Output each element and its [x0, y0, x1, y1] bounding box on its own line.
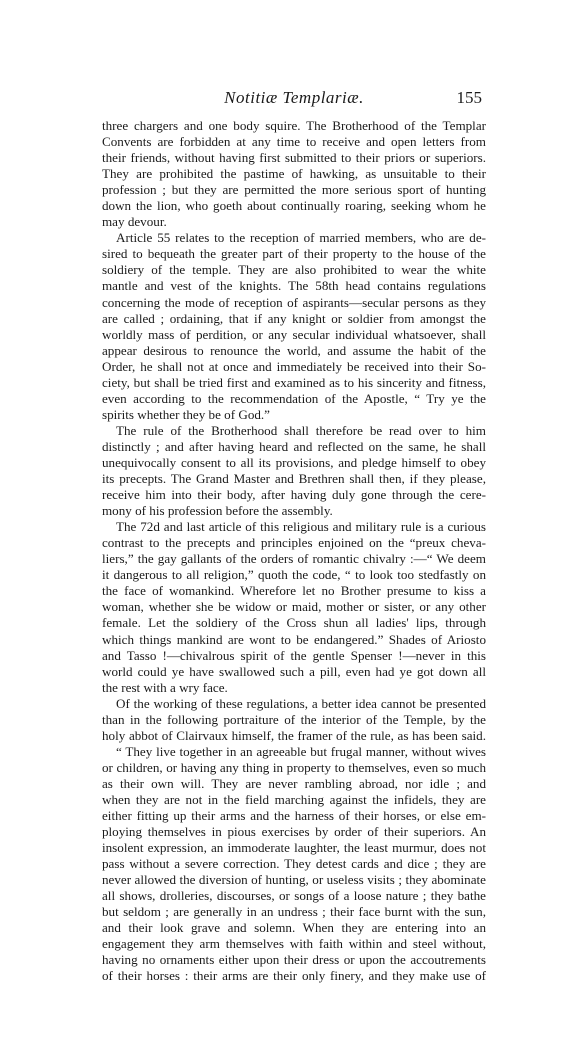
- text-line: and Tasso !—chivalrous spirit of the gentle Spenser !—never in this: [102, 647, 486, 663]
- text-line: holy abbot of Clairvaux himself, the framer of the rule, as has been said.: [102, 727, 486, 743]
- text-line: of their horses : their arms are their only finery, and they make use of: [102, 968, 486, 984]
- text-line: never allowed the diversion of hunting, or useless visits ; they abominate: [102, 872, 486, 888]
- text-line: the face of womankind. Wherefore let no Brother presume to kiss a: [102, 583, 486, 599]
- running-title: Notitiæ Templariæ.: [224, 88, 364, 107]
- text-line: Order, he shall not at once and immediately be received into their So-: [102, 358, 486, 374]
- text-line: even according to the recommendation of the Apostle, “ Try ye the: [102, 390, 486, 406]
- text-line: sired to bequeath the greater part of their property to the house of the: [102, 246, 486, 262]
- text-line: and their look grave and solemn. When they are entering into an: [102, 920, 486, 936]
- text-line: They are prohibited the pastime of hawking, as unsuitable to their: [102, 166, 486, 182]
- text-line: engagement they arm themselves with faith within and steel without,: [102, 936, 486, 952]
- text-line: mantle and vest of the knights. The 58th head contains regulations: [102, 278, 486, 294]
- text-line: female. Let the soldiery of the Cross shun all ladies' lips, through: [102, 615, 486, 631]
- text-line: than in the following portraiture of the interior of the Temple, by the: [102, 711, 486, 727]
- body-text: [102, 118, 486, 985]
- text-line: Of the working of these regulations, a better idea cannot be presented: [116, 695, 486, 711]
- text-line: concerning the mode of reception of aspirants—secular persons as they: [102, 294, 486, 310]
- text-line: contrast to the precepts and principles enjoined on the “preux cheva-: [102, 535, 486, 551]
- text-line: distinctly ; and after having heard and reflected on the same, he shall: [102, 438, 486, 454]
- text-line: which things mankind are wont to be endangered.” Shades of Ariosto: [102, 631, 486, 647]
- page-number: 155: [456, 88, 482, 107]
- text-line: soldiery of the temple. They are also prohibited to wear the white: [102, 262, 486, 278]
- running-head: [0, 88, 588, 110]
- text-line: receive him into their body, after having duly gone through the cere-: [102, 487, 486, 503]
- text-line: down the lion, who goeth about continually roaring, seeking whom he: [102, 198, 486, 214]
- text-line: are called ; ordaining, that if any knight or soldier from amongst the: [102, 310, 486, 326]
- text-line: “ They live together in an agreeable but frugal manner, without wives: [116, 743, 486, 759]
- text-line: its precepts. The Grand Master and Brethren shall then, if they please,: [102, 471, 486, 487]
- text-line: woman, whether she be widow or maid, mother or sister, or any other: [102, 599, 486, 615]
- text-line: unequivocally consent to all its provisions, and pledge himself to obey: [102, 454, 486, 470]
- text-line: spirits whether they be of God.”: [102, 406, 270, 422]
- text-line: having no ornaments either upon their dress or upon the accoutrements: [102, 952, 486, 968]
- text-line: as their own will. They are never rambling abroad, nor idle ; and: [102, 775, 486, 791]
- text-line: profession ; but they are permitted the more serious sport of hunting: [102, 182, 486, 198]
- text-line: the rest with a wry face.: [102, 679, 228, 695]
- text-line: it dangerous to all religion,” quoth the code, “ to look too stedfastly on: [102, 567, 486, 583]
- text-line: all shows, drolleries, discourses, or songs of a loose nature ; they bathe: [102, 888, 486, 904]
- text-line: but seldom ; are generally in an undress ; their face burnt with the sun,: [102, 904, 486, 920]
- text-line: mony of his profession before the assembly.: [102, 503, 333, 519]
- text-line: when they are not in the field marching against the infidels, they are: [102, 791, 486, 807]
- text-line: Article 55 relates to the reception of married members, who are de-: [116, 230, 486, 246]
- text-line: or children, or having any thing in property to themselves, even so much: [102, 759, 486, 775]
- text-line: either fitting up their arms and the harness of their horses, or else em-: [102, 808, 486, 824]
- text-line: pass without a severe correction. They detest cards and dice ; they are: [102, 856, 486, 872]
- text-line: liers,” the gay gallants of the orders of romantic chivalry :—“ We deem: [102, 551, 486, 567]
- text-line: ciety, but shall be tried first and examined as to his sincerity and fitness,: [102, 374, 486, 390]
- text-line: world could ye have swallowed such a pill, even had ye got down all: [102, 663, 486, 679]
- text-line: The 72d and last article of this religious and military rule is a curious: [116, 519, 486, 535]
- text-line: Convents are forbidden at any time to receive and open letters from: [102, 134, 486, 150]
- text-line: worldly mass of perdition, or any secular individual whatsoever, shall: [102, 326, 486, 342]
- text-line: insolent expression, an immoderate laughter, the least murmur, does not: [102, 840, 486, 856]
- text-line: may devour.: [102, 214, 167, 230]
- text-line: appear desirous to renounce the world, and assume the habit of the: [102, 342, 486, 358]
- text-line: their friends, without having first submitted to their priors or superiors.: [102, 150, 486, 166]
- text-line: The rule of the Brotherhood shall therefore be read over to him: [116, 422, 486, 438]
- text-line: ploying themselves in pious exercises by order of their superiors. An: [102, 824, 486, 840]
- text-line: three chargers and one body squire. The Brotherhood of the Templar: [102, 118, 486, 133]
